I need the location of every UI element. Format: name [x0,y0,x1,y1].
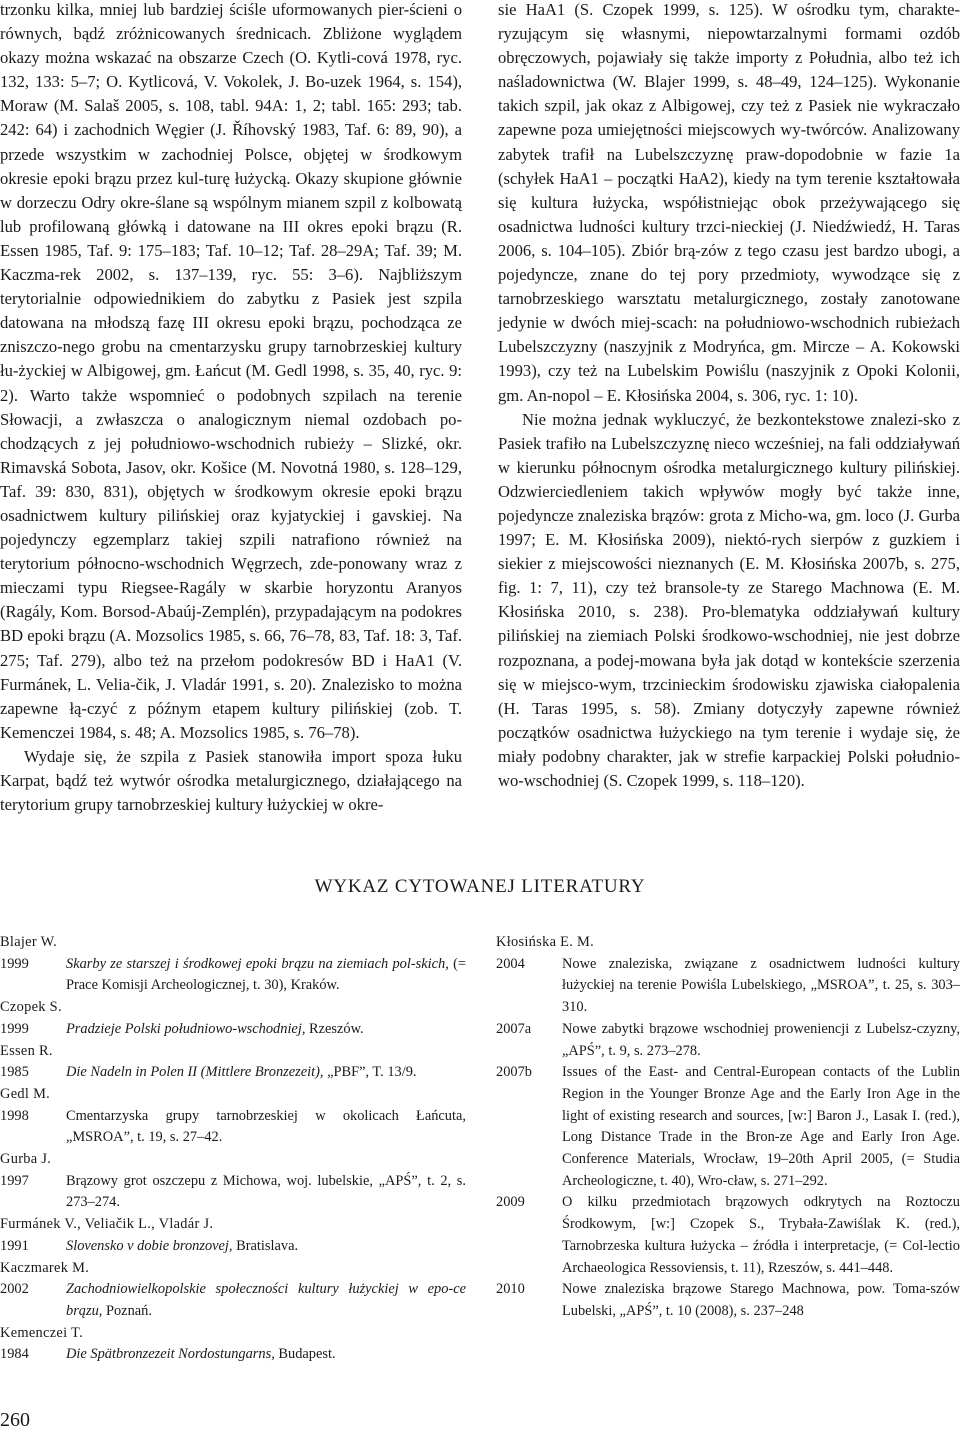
reference-text [562,954,960,1019]
reference-author: Essen R. [0,1042,53,1059]
reference-title: Zachodniowielkopolskie społeczności kultury łużyckiej w epo-ce brązu, [66,1281,466,1319]
reference-entry [496,1019,960,1062]
reference-entry [0,954,466,997]
reference-details: „PBF”, T. 13/9. [323,1064,417,1081]
reference-text [562,1192,960,1279]
reference-text [562,1019,960,1062]
reference-details: Budapest. [274,1346,336,1363]
reference-year: 2007b [496,1064,532,1081]
reference-entry [496,1062,960,1192]
reference-year: 2009 [496,1194,525,1211]
reference-details: Rzeszów. [305,1020,364,1037]
reference-details: Issues of the East- and Central-European contacts of the Lublin Region in the Younger Bronze Age and the Early Iron Age in the light of existing research and sources, [w:] Baron J., Lasak I. (red.), Long Distance Trade in the Bron-ze Age and Early Iron Age. Conference Materials, Wrocław, 19–20th April 2005, (= Studia Archeologiczne, t. 40), Wro-cław, s. 271–292. [562,1064,960,1189]
reference-text [66,1344,466,1366]
reference-text [66,1019,466,1041]
reference-text [562,1279,960,1322]
reference-details: Nowe znaleziska brązowe Starego Machnowa, pow. Toma-szów Lubelski, „APŚ”, t. 10 (2008), s. 237–248 [562,1281,960,1319]
reference-text [66,1171,466,1214]
reference-entry [0,1062,466,1084]
reference-text [66,1106,466,1149]
reference-details: Bratislava. [232,1237,299,1254]
reference-year: 1991 [0,1237,29,1254]
body-paragraph: trzonku kilka, mniej lub bardziej ściśle uformowanych pier-ścieni o równych, bądź zróżnicowanych średnicach. Zbliżone wyglądem okazy można wskazać na obszarze Czech (O. Kytli-cová 1978, ryc. 132, 133: 5–7; O. Kytlicová, V. Vokolek, J. Bo-uzek 1964, s. 154), Moraw (M. Salaš 2005, s. 108, tabl. 94A: 1, 2; tabl. 165: 293; tab. 242: 64) i zachodnich Węgier (J. Říhovský 1983, Taf. 6: 89, 90), a przede wszystkim w zachodniej Polsce, objętej w środkowym okresie epoki brązu przez kul-turę łużycką. Okazy skupione głównie w dorzeczu Odry okre-ślane są wspólnym mianem szpil z kolbowatą lub profilowaną główką i datowane na III okres epoki brązu (R. Essen 1985, Taf. 9: 175–183; Taf. 10–12; Taf. 28–29A; Taf. 39; M. Kaczma-rek 2002, s. 137–139, ryc. 55: 3–6). Najbliższym terytorialnie odpowiednikiem do zabytku z Pasiek jest szpila datowana na młodszą fazę III okresu epoki brązu, pochodząca ze zniszczo-nego grobu na cmentarzysku grupy tarnobrzeskiej kultury łu-życkiej w Albigowej, gm. Łańcut (M. Gedl 1998, s. 35, 40, ryc. 9: 2). Warto także wspomnieć o podobnych szpilach na terenie Słowacji, a zwłaszcza o analogicznym niemal ozdobach po-chodzących z jej południowo-wschodnich rubieży – Slizké, okr. Rimavská Sobota, Jasov, okr. Košice (M. Novotná 1980, s. 128–129, Taf. 39: 830, 831), objętych w środkowym okresie epoki brązu osadnictwem kultury pilińskiej oraz kyjatyckiej i gavskiej. Na pojedynczy egzemplarz takiej szpili natrafiono również na terytorium północno-wschodnich Węgrzech, zde-ponowany wraz z mieczami typu Riegsee-Ragály w skarbie horyzontu Aranyos (Ragály, Kom. Borsod-Abaúj-Zemplén), przypadającym na podokres BD epoki brązu (A. Mozsolics 1985, s. 66, 76–78, 83, Taf. 18: 3, Taf. 275; Taf. 279), albo też na przełom podokresów BD i HaA1 (V. Furmánek, L. Velia-čik, J. Vladár 1991, s. 20). Znalezisko to można zapewne łą-czyć z późnym etapem kultury pilińskiej (zob. T. Kemenczei 1984, s. 48; A. Mozsolics 1985, s. 76–78). [0,0,462,742]
reference-year: 2004 [496,955,525,972]
reference-author: Blajer W. [0,934,58,950]
reference-author: Furmánek V., Veliačik L., Vladár J. [0,1216,214,1233]
reference-entry [0,1019,466,1041]
reference-entry [496,1279,960,1322]
reference-title: Skarby ze starszej i środkowej epoki brązu na ziemiach pol-skich, [66,955,449,972]
body-paragraph: Wydaje się, że szpila z Pasiek stanowiła import spoza łuku Karpat, bądź też wytwór ośrodka metalurgicznego, działającego na terytorium grupy tarnobrzeskiej kultury łużyckiej w okre- [0,746,462,815]
reference-details: Poznań. [102,1302,152,1319]
reference-entry [0,1106,466,1149]
reference-details: Cmentarzyska grupy tarnobrzeskiej w okolicach Łańcuta, „MSROA”, t. 19, s. 27–42. [66,1107,466,1146]
bibliography-column-right [496,932,960,1323]
bibliography-heading: WYKAZ CYTOWANEJ LITERATURY [314,876,646,897]
reference-entry [496,1192,960,1279]
reference-entry [0,1279,466,1322]
reference-author: Gedl M. [0,1085,51,1102]
reference-year: 1985 [0,1064,29,1081]
body-paragraph: Nie można jednak wykluczyć, że bezkontekstowe znalezi-sko z Pasiek trafiło na Lubelszczyznę nieco wcześniej, na fali oddziaływań w kierunku północnym ośrodka metalurgicznego kultury pilińskiej. Odzwierciedleniem takich wpływów mogły być także inne, pojedyncze znaleziska brązów: grota z Micho-wa, gm. loco (J. Gurba 1997; E. M. Kłosińska 2009), niektó-rych sierpów z guzkiem i siekier z miejscowości nieznanych (E. M. Kłosińska 2007b, s. 275, fig. 1: 7, 11), czy też bransole-ty ze Starego Machnowa (E. M. Kłosińska 2010, s. 238). Pro-blematyka oddziaływań kultury pilińskiej na ziemiach Polski środkowo-wschodniej, nie jest dobrze rozpoznana, a podej-mowana była jak dotąd w kontekście szerzenia się w miejsco-wym, trzcinieckim środowisku zjawiska ciałopalenia (H. Taras 1995, s. 58). Zmiany dotyczyły zapewne również początków osadnictwa łużyckiego na tym terenie i wydaje się, że miały podobny charakter, jak w strefie karpackiej Polski południo-wo-wschodniej (S. Czopek 1999, s. 118–120). [498,409,960,790]
reference-title: Die Spätbronzezeit Nordostungarns, [66,1346,275,1363]
reference-text [66,1236,466,1258]
reference-entry [0,1171,466,1214]
reference-entry [496,954,960,1019]
reference-details: Nowe znaleziska, związane z osadnictwem ludności kultury łużyckiej na terenie Powiśla Lubelskiego, „MSROA”, t. 25, s. 303–310. [562,955,960,1016]
reference-year: 1999 [0,1020,29,1037]
body-column-right [498,0,960,793]
body-paragraph: sie HaA1 (S. Czopek 1999, s. 125). W ośrodku tym, charakte-ryzującym się własnymi, niepowtarzalnymi formami ozdób obręczowych, pojawiały się także importy z Południa, albo też ich naśladownictwa (W. Blajer 1999, s. 48–49, 124–125). Wykonanie takich szpil, jak okaz z Albigowej, czy też z Pasiek nie wykraczało zapewne poza umiejętności miejscowych wy-twórców. Analizowany zabytek trafił na Lubelszczyznę praw-dopodobnie w fazie 1a (schyłek HaA1 – początki HaA2), kiedy na tym terenie kształtowała się kultura łużycka, współistniejąc obok przeżywającego się osadnictwa ludności kultury trzci-nieckiej (J. Niedźwiedź, H. Taras 2006, s. 104–105). Zbiór brą-zów z tego czasu jest bardzo ubogi, a pojedyncze, znane do tej pory przedmioty, wywodzące się z tarnobrzeskiego warsztatu metalurgicznego, zostały zanotowane jedynie w dwóch miej-scach: na południowo-wschodnich rubieżach Lubelszczyzny (naszyjnik z Modryńca, gm. Mircze – A. Kokowski 1993), czy też na Lubelskim Powiślu (naszyjnik z Opoki Kolonii, gm. An-nopol – E. Kłosińska 2004, s. 306, ryc. 1: 10). [498,0,960,405]
reference-year: 1984 [0,1346,29,1363]
reference-details: Brązowy grot oszczepu z Michowa, woj. lubelskie, „APŚ”, t. 2, s. 273–274. [66,1172,466,1211]
reference-text [66,954,466,997]
page-number: 260 [0,1409,30,1431]
body-column-left [0,0,462,817]
reference-author: Gurba J. [0,1151,52,1168]
reference-year: 2002 [0,1281,29,1298]
reference-entry [0,1344,466,1366]
reference-year: 1999 [0,955,29,972]
reference-title: Pradzieje Polski południowo-wschodniej, [66,1020,306,1037]
reference-year: 2010 [496,1281,525,1298]
reference-details: O kilku przedmiotach brązowych odkrytych na Roztoczu Środkowym, [w:] Czopek S., Trybała-Zawiślak K. (red.), Tarnobrzeska kultura łużycka – źródła i interpretacje, (= Col-lectio Archaeologica Ressoviensis, t. 11), Rzeszów, s. 441–448. [562,1194,960,1276]
reference-text [562,1062,960,1192]
reference-title: Slovensko v dobie bronzovej, [66,1237,233,1254]
reference-year: 2007a [496,1020,532,1037]
reference-author: Czopek S. [0,999,62,1016]
reference-text [66,1279,466,1322]
bibliography-column-left [0,932,466,1366]
reference-text [66,1062,466,1084]
reference-year: 1997 [0,1172,29,1189]
reference-title: Die Nadeln in Polen II (Mittlere Bronzezeit), [66,1064,324,1081]
reference-details: Nowe zabytki brązowe wschodniej proweniencji z Lubelsz-czyzny, „APŚ”, t. 9, s. 273–278. [562,1020,960,1059]
reference-author: Kaczmarek M. [0,1259,90,1276]
reference-entry [0,1236,466,1258]
reference-author: Kemenczei T. [0,1324,83,1341]
reference-year: 1998 [0,1107,29,1124]
reference-author: Kłosińska E. M. [496,934,595,950]
reference-details: (= Prace Komisji Archeologicznej, t. 30), Kraków. [66,955,466,994]
